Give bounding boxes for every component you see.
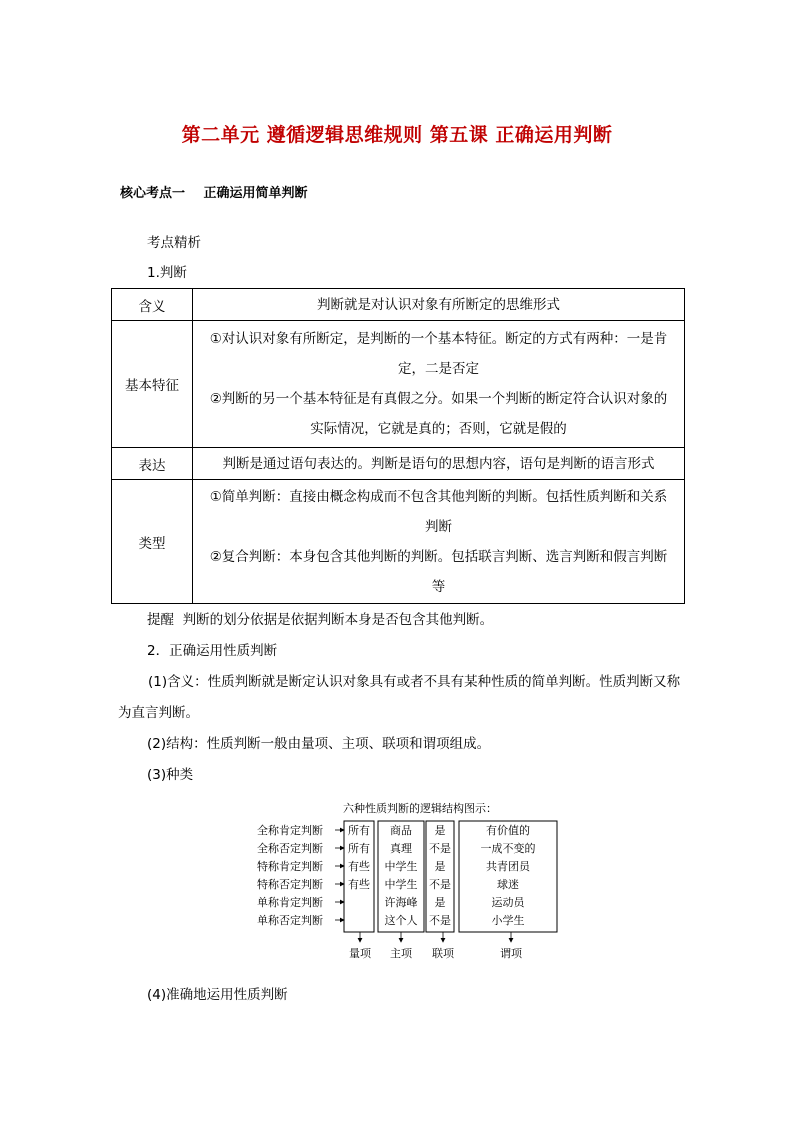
table-desc — [193, 289, 685, 321]
judgment-type-label: 特称肯定判断 — [257, 860, 323, 873]
section-name: 正确运用简单判断 — [203, 186, 308, 201]
component-label: 主项 — [390, 947, 412, 960]
desc-line: 判断就是对认识对象有所断定的思维形式 — [317, 296, 560, 313]
predicate-term: 运动员 — [491, 896, 525, 909]
analysis-label: 考点精析 — [147, 235, 201, 251]
quantifier-term: 所有 — [348, 842, 370, 855]
subject-term: 中学生 — [384, 860, 418, 873]
diagram-title: 六种性质判断的逻辑结构图示： — [343, 802, 497, 815]
section-heading — [120, 182, 308, 201]
desc-line: ②复合判断：本身包含其他判断的判断。包括联言判断、选言判断和假言判断 — [209, 548, 668, 565]
table-desc — [193, 321, 685, 448]
diagram-column-box — [344, 821, 374, 932]
table-row — [112, 448, 685, 480]
structure-paragraph: (2)结构：性质判断一般由量项、主项、联项和谓项组成。 — [147, 736, 491, 752]
logic-structure-diagram — [255, 800, 565, 965]
page-title: 第二单元 遵循逻辑思维规则 第五课 正确运用判断 — [181, 124, 613, 146]
judgment-type-label: 全称肯定判断 — [257, 824, 323, 837]
desc-line: 实际情况，它就是真的；否则，它就是假的 — [310, 421, 567, 437]
quantifier-term: 所有 — [348, 824, 370, 837]
table-row — [112, 321, 685, 448]
copula-term: 不是 — [429, 914, 451, 927]
subject-term: 许海峰 — [384, 896, 418, 909]
desc-line: 判断是通过语句表达的。判断是语句的思想内容，语句是判断的语言形式 — [222, 455, 655, 472]
item-1-heading: 1.判断 — [147, 265, 187, 281]
judgment-type-label: 全称否定判断 — [257, 842, 323, 855]
component-label: 谓项 — [500, 947, 522, 960]
usage-heading: (4)准确地运用性质判断 — [147, 987, 288, 1003]
copula-term: 不是 — [429, 842, 451, 855]
component-label: 量项 — [349, 947, 371, 960]
desc-line: ①对认识对象有所断定，是判断的一个基本特征。断定的方式有两种：一是肯 — [209, 331, 668, 347]
copula-term: 是 — [434, 896, 446, 909]
table-term: 类型 — [112, 480, 193, 604]
predicate-term: 一成不变的 — [480, 842, 536, 855]
quantifier-term: 有些 — [348, 860, 370, 873]
subject-term: 商品 — [390, 824, 412, 837]
table-term: 表达 — [112, 448, 193, 480]
reminder-text: 判断的划分依据是依据判断本身是否包含其他判断。 — [182, 612, 494, 628]
predicate-term: 有价值的 — [486, 824, 530, 837]
predicate-term: 共青团员 — [486, 860, 530, 873]
component-label: 联项 — [432, 947, 454, 960]
copula-term: 是 — [434, 860, 446, 873]
quantifier-term: 有些 — [348, 878, 370, 891]
section-label: 核心考点一 — [120, 186, 186, 201]
reminder — [147, 610, 493, 630]
types-heading: (3)种类 — [147, 767, 194, 783]
subject-term: 中学生 — [384, 878, 418, 891]
desc-line: 定，二是否定 — [398, 361, 479, 377]
copula-term: 是 — [434, 824, 446, 837]
table-desc — [193, 480, 685, 604]
copula-term: 不是 — [429, 878, 451, 891]
table-term: 基本特征 — [112, 321, 193, 448]
predicate-term: 小学生 — [491, 914, 525, 927]
subject-term: 这个人 — [384, 914, 418, 927]
desc-line: ①简单判断：直接由概念构成而不包含其他判断的判断。包括性质判断和关系 — [209, 488, 668, 505]
table-desc — [193, 448, 685, 480]
judgment-type-label: 单称否定判断 — [257, 914, 323, 927]
desc-line: 判断 — [425, 518, 452, 535]
table-row — [112, 480, 685, 604]
definition-paragraph: (1)含义：性质判断就是断定认识对象具有或者不具有某种性质的简单判断。性质判断又称为直言判断。 — [118, 674, 681, 721]
desc-line: 等 — [431, 578, 446, 595]
judgment-type-label: 特称否定判断 — [257, 878, 323, 891]
table-row — [112, 289, 685, 321]
item-2-heading: 2．正确运用性质判断 — [147, 643, 278, 659]
subject-term: 真理 — [390, 842, 412, 855]
table-term: 含义 — [112, 289, 193, 321]
judgment-type-label: 单称肯定判断 — [257, 896, 323, 909]
reminder-label: 提醒 — [147, 612, 174, 628]
judgment-table — [111, 288, 685, 604]
predicate-term: 球迷 — [497, 878, 519, 891]
desc-line: ②判断的另一个基本特征是有真假之分。如果一个判断的断定符合认识对象的 — [209, 391, 668, 407]
